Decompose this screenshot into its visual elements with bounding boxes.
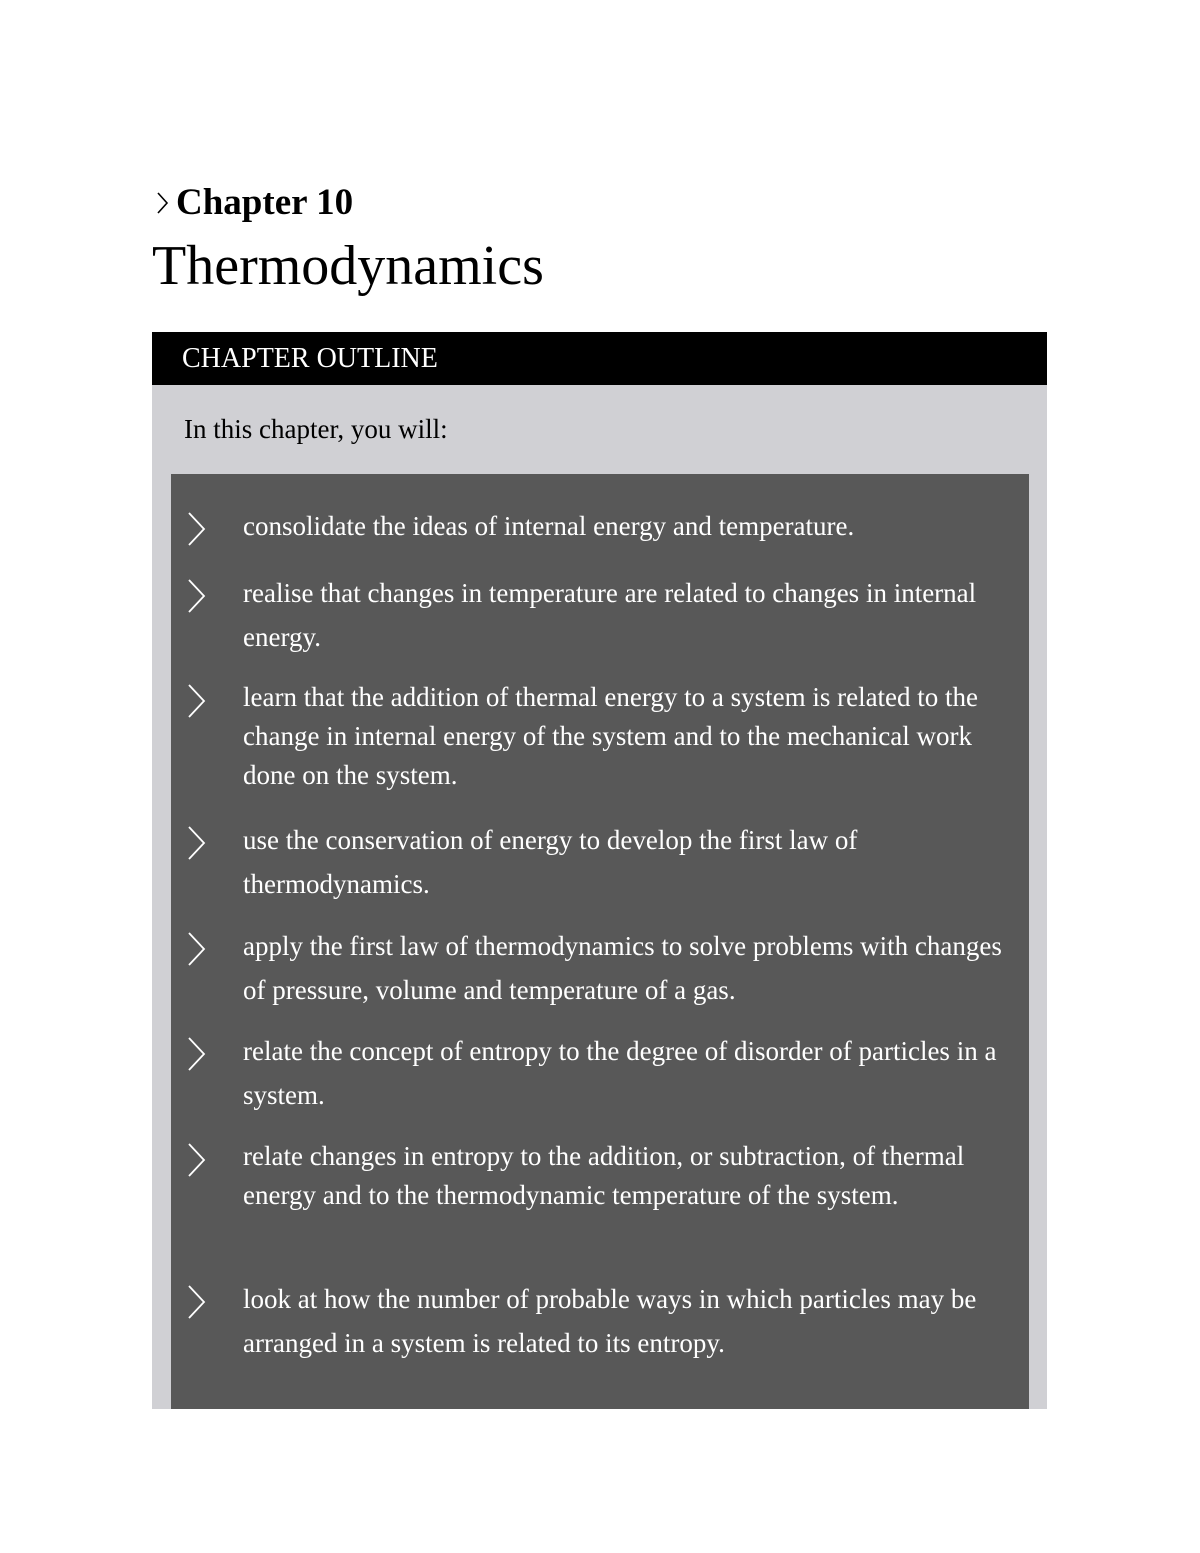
list-item-text: consolidate the ideas of internal energy and temperature. [243,511,855,541]
chapter-label [152,181,353,225]
chevron-right-icon [185,680,207,720]
list-item-text: relate the concept of entropy to the degree of disorder of particles in a system. [243,1036,997,1110]
list-item-text: learn that the addition of thermal energy to a system is related to the change in internal energy of the system and to the mechanical work done on the system. [243,682,979,790]
chapter-title: Thermodynamics [152,235,544,297]
chevron-right-icon [185,928,207,968]
chapter-number: Chapter 10 [176,182,354,223]
list-item-text: look at how the number of probable ways in which particles may be arranged in a system is related to its entropy. [243,1284,977,1358]
list-item-text: apply the first law of thermodynamics to solve problems with changes of pressure, volume and temperature of a gas. [243,931,1002,1005]
list-item-text: realise that changes in temperature are related to changes in internal energy. [243,578,977,652]
list-item-text: use the conservation of energy to develop the first law of thermodynamics. [243,825,858,899]
chevron-right-icon [152,186,174,220]
chevron-right-icon [185,1139,207,1179]
chevron-right-icon [185,1033,207,1073]
chevron-right-icon [185,508,207,548]
list-item-text: relate changes in entropy to the addition, or subtraction, of thermal energy and to the thermodynamic temperature of the system. [243,1141,965,1210]
chevron-right-icon [185,1281,207,1321]
outline-list [171,474,1029,1409]
outline-intro: In this chapter, you will: [184,414,448,444]
outline-header: CHAPTER OUTLINE [152,332,1047,385]
chapter-outline-box [152,332,1047,1409]
chevron-right-icon [185,822,207,862]
chevron-right-icon [185,575,207,615]
